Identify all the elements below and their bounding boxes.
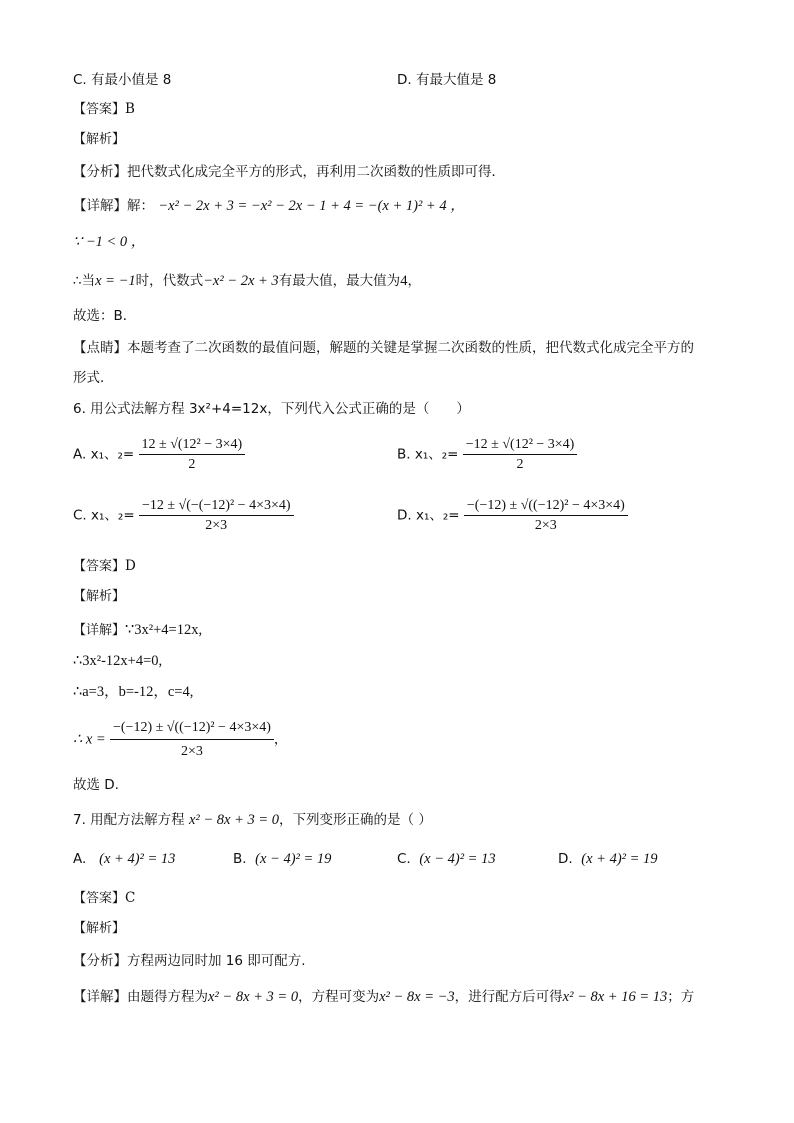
q7-detail-d: ；方 [667,989,695,1005]
q5-fenxi-line [73,162,505,182]
q5-concl-d: ， [407,273,421,289]
fenxi-tag: 【分析】 [73,164,127,180]
q6-jiexi-tag: 【解析】 [73,589,126,604]
q5-answer-line [73,99,135,120]
q7-fenxi-text: 方程两边同时加 16 即可配方. [127,953,306,969]
q6-option-c-num: −12 ± √(−(−12)² − 4×3×4) [139,498,294,516]
q6-option-a [73,437,245,473]
q7-option-a-label: A. [73,851,87,867]
q7-answer: C [125,890,136,906]
q5-dianjing-text-1: 本题考查了二次函数的最值问题，解题的关键是掌握二次函数的性质，把代数式化成完全平方的 [127,340,694,356]
q5-option-d: D. 有最大值是 8 [397,72,497,88]
q5-concl-c: 有最大值，最大值为 [278,273,401,289]
q7-detail-line [73,987,694,1007]
q5-conclusion [73,271,421,291]
q6-step3: ∴a=3，b=-12，c=4, [73,684,194,700]
q7-stem-b: ，下列变形正确的是（ ） [279,812,432,828]
q6-option-a-num: 12 ± √(12² − 3×4) [139,437,246,455]
q6-option-b-den: 2 [516,457,524,472]
q6-option-b-num: −12 ± √(12² − 3×4) [463,437,578,455]
q5-answer: B [125,101,135,117]
detail-tag: 【详解】 [73,989,127,1005]
q7-option-d [558,851,658,868]
q7-jiexi-tag: 【解析】 [73,921,126,936]
q6-step1-line [73,620,202,641]
q6-answer: D [125,558,136,574]
q6-step4-den: 2×3 [181,744,203,759]
q7-detail-eq2: x² − 8x = −3 [379,989,455,1005]
q7-stem [73,810,432,830]
q6-option-d-den: 2×3 [534,518,557,533]
q7-detail-c: ，进行配方后可得 [454,989,563,1005]
q6-step2: ∴3x²-12x+4=0, [73,653,163,669]
q6-option-b [397,437,577,473]
answer-tag: 【答案】 [73,559,126,574]
q7-option-b-label: B. [233,851,247,867]
q7-detail-a: 由题得方程为 [127,989,208,1005]
q6-option-a-label: A. x₁、₂= [73,446,135,463]
q5-condition: ∵ −1 < 0 ， [73,234,146,250]
q6-option-c [73,498,294,534]
q5-concl-expr: −x² − 2x + 3 [203,273,279,289]
q6-step4-formula [110,718,274,762]
q6-stem: 6. 用公式法解方程 3x²+4=12x，下列代入公式正确的是（ ） [73,401,470,417]
q5-choose: 故选：B． [73,308,137,324]
q7-stem-a: 7. 用配方法解方程 [73,812,185,828]
q5-fenxi-text: 把代数式化成完全平方的形式，再利用二次函数的性质即可得． [127,164,505,180]
q5-concl-x: x = −1 [95,273,136,289]
q6-option-d-num: −(−12) ± √((−12)² − 4×3×4) [464,498,628,516]
q6-option-d [397,498,628,534]
q7-detail-b: ，方程可变为 [298,989,380,1005]
q6-step4-prefix: ∴ x = [73,731,106,748]
q6-step4-suffix: ， [273,731,288,748]
answer-tag: 【答案】 [73,891,126,906]
q7-option-b-expr: (x − 4)² = 19 [255,851,332,867]
q7-stem-eq: x² − 8x + 3 = 0 [188,812,280,828]
q7-option-c-expr: (x − 4)² = 13 [419,851,496,867]
q6-step4 [73,718,287,762]
dianjing-tag: 【点睛】 [73,340,127,356]
q6-option-c-label: C. x₁、₂= [73,507,135,524]
q6-option-c-den: 2×3 [205,518,228,533]
q7-detail-eq3: x² − 8x + 16 = 13 [562,989,668,1005]
q7-option-b [233,851,331,868]
q5-concl-b: 时，代数式 [135,273,204,289]
q5-concl-a: ∴当 [73,273,96,289]
q6-step4-num: −(−12) ± √((−12)² − 4×3×4) [110,718,274,740]
q6-option-b-formula [463,437,578,473]
q5-concl-val: 4 [400,273,408,289]
q6-option-a-den: 2 [188,457,196,472]
q5-detail-math: −x² − 2x + 3 = −x² − 2x − 1 + 4 = −(x + 1)² + 4 ， [158,198,465,214]
q7-option-c [397,851,496,868]
q5-option-c: C. 有最小值是 8 [73,72,172,88]
q6-answer-line [73,556,136,577]
q7-answer-line [73,888,135,909]
detail-tag: 【详解】 [73,198,127,214]
q7-option-c-label: C. [397,851,411,867]
fenxi-tag: 【分析】 [73,953,127,969]
q7-option-a [73,851,175,868]
q6-option-c-formula [139,498,294,534]
q5-detail-prefix: 解： [127,198,154,214]
q7-option-d-label: D. [558,851,573,867]
answer-tag: 【答案】 [73,102,126,117]
detail-tag: 【详解】 [73,623,126,638]
q6-choose: 故选 D. [73,777,119,793]
q6-step1: ∵3x²+4=12x, [125,622,203,638]
q7-option-a-expr: (x + 4)² = 13 [99,851,176,867]
q6-option-b-label: B. x₁、₂= [397,446,459,463]
q5-dianjing-line [73,338,694,358]
q5-dianjing-text-2: 形式． [73,370,114,386]
q5-jiexi-tag: 【解析】 [73,132,126,147]
q6-option-a-formula [139,437,246,473]
q6-option-d-label: D. x₁、₂= [397,507,460,524]
q7-detail-eq1: x² − 8x + 3 = 0 [208,989,299,1005]
q6-option-d-formula [464,498,628,534]
q7-fenxi-line [73,951,306,971]
q5-detail-line [73,196,465,216]
q7-option-d-expr: (x + 4)² = 19 [581,851,658,867]
